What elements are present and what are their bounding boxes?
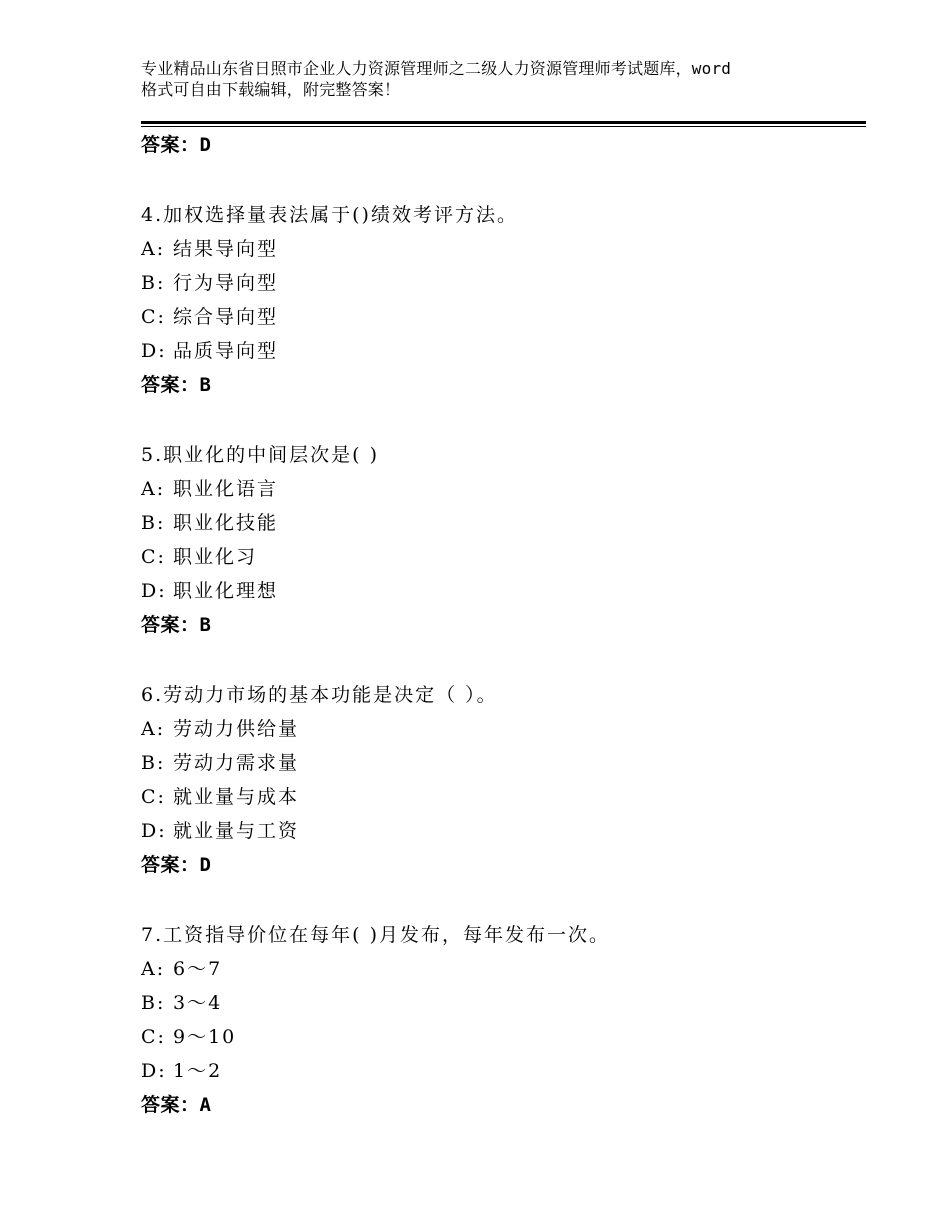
option-b	[141, 266, 861, 300]
answer-line: 答案：A	[141, 1094, 212, 1116]
question-stem: 4.加权选择量表法属于()绩效考评方法。	[141, 204, 518, 226]
spacer	[141, 402, 861, 438]
option-text: 6～7	[173, 958, 223, 980]
spacer	[141, 162, 861, 198]
option-a	[141, 952, 861, 986]
spacer	[141, 642, 861, 678]
option-text: 3～4	[173, 992, 223, 1014]
option-letter: A:	[141, 718, 166, 740]
header-line-1: 专业精品山东省日照市企业人力资源管理师之二级人力资源管理师考试题库，word	[141, 59, 732, 78]
option-text: 职业化语言	[173, 478, 279, 500]
option-c	[141, 1020, 861, 1054]
option-d	[141, 814, 861, 848]
answer-line: 答案：B	[141, 374, 212, 396]
option-text: 9～10	[173, 1026, 237, 1048]
option-d	[141, 334, 861, 368]
option-text: 综合导向型	[173, 306, 279, 328]
option-text: 职业化技能	[173, 512, 279, 534]
option-letter: A:	[141, 238, 166, 260]
option-c	[141, 540, 861, 574]
option-c	[141, 300, 861, 334]
option-a	[141, 472, 861, 506]
spacer	[141, 882, 861, 918]
question-list	[141, 128, 861, 1122]
option-b	[141, 506, 861, 540]
option-text: 行为导向型	[173, 272, 279, 294]
question-stem: 5.职业化的中间层次是( )	[141, 444, 379, 466]
option-letter: D:	[141, 1060, 167, 1082]
option-text: 结果导向型	[173, 238, 279, 260]
header-rule-thin	[141, 126, 866, 127]
option-letter: A:	[141, 958, 166, 980]
option-letter: B:	[141, 752, 166, 774]
question-block-5	[141, 438, 861, 642]
option-text: 就业量与工资	[173, 820, 300, 842]
option-letter: D:	[141, 340, 167, 362]
question-stem: 6.劳动力市场的基本功能是决定（ ）。	[141, 684, 498, 706]
option-letter: C:	[141, 306, 166, 328]
option-text: 劳动力需求量	[173, 752, 300, 774]
option-text: 劳动力供给量	[173, 718, 300, 740]
option-text: 职业化习	[173, 546, 258, 568]
header-rule-thick	[141, 121, 866, 124]
option-letter: D:	[141, 580, 167, 602]
answer-line: 答案：B	[141, 614, 212, 636]
option-letter: C:	[141, 1026, 166, 1048]
option-letter: B:	[141, 272, 166, 294]
option-a	[141, 232, 861, 266]
page-header	[141, 58, 841, 100]
option-d	[141, 1054, 861, 1088]
option-b	[141, 986, 861, 1020]
option-letter: B:	[141, 992, 166, 1014]
question-stem: 7.工资指导价位在每年( )月发布，每年发布一次。	[141, 924, 610, 946]
question-block-4	[141, 198, 861, 402]
option-text: 品质导向型	[173, 340, 279, 362]
option-b	[141, 746, 861, 780]
option-letter: C:	[141, 546, 166, 568]
header-line-2: 格式可自由下载编辑，附完整答案！	[141, 80, 401, 99]
option-text: 职业化理想	[173, 580, 279, 602]
option-d	[141, 574, 861, 608]
answer-line-q3: 答案：D	[141, 134, 212, 156]
option-a	[141, 712, 861, 746]
option-letter: C:	[141, 786, 166, 808]
option-letter: B:	[141, 512, 166, 534]
option-letter: D:	[141, 820, 167, 842]
question-block-6	[141, 678, 861, 882]
option-text: 就业量与成本	[173, 786, 300, 808]
option-letter: A:	[141, 478, 166, 500]
answer-line: 答案：D	[141, 854, 212, 876]
option-c	[141, 780, 861, 814]
question-block-7	[141, 918, 861, 1122]
option-text: 1～2	[173, 1060, 223, 1082]
